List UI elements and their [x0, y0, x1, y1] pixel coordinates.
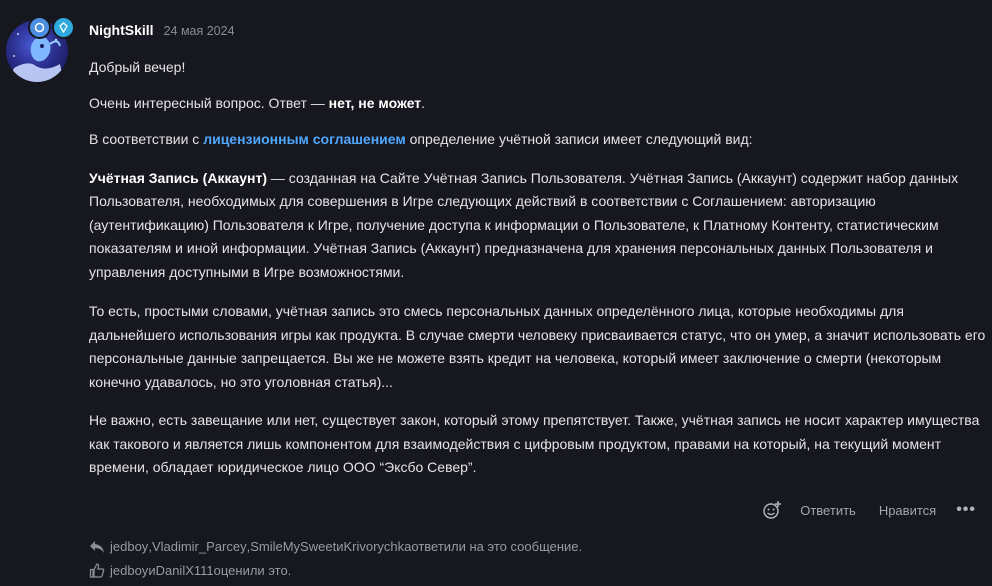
- separator: и: [336, 539, 344, 554]
- like-user[interactable]: DanilX111: [155, 563, 214, 578]
- separator: ,: [246, 539, 251, 554]
- definition-text: — созданная на Сайте Учётная Запись Пользователя. Учётная Запись (Аккаунт) содержит набор данных Пользователя, необходимых для совершения в Игре следующих действий в соответствии с Соглашением: авторизацию (аутентификацию) Пользователя к Игре, получение доступа к информации о Пользователе, к Платному Контенту, статистическим показателям и иной информации. Учётная Запись (Аккаунт) предназначена для хранения персональных данных Пользователя и управления доступными в Игре возможностями.: [89, 169, 959, 280]
- add-reaction-icon[interactable]: [762, 500, 782, 520]
- diamond-badge-icon[interactable]: [52, 16, 75, 39]
- like-user[interactable]: jedboy: [110, 563, 149, 578]
- post-date[interactable]: 24 мая 2024: [163, 24, 235, 38]
- likes-suffix: оценили это.: [213, 563, 292, 578]
- author-avatar[interactable]: [6, 16, 68, 84]
- replies-summary: [89, 539, 582, 554]
- paragraph-greeting: Добрый вечер!: [89, 59, 186, 75]
- reply-arrow-icon: [89, 540, 105, 554]
- reply-user[interactable]: Krivorychka: [343, 539, 412, 554]
- reply-user[interactable]: Vladimir_Parcey: [151, 539, 247, 554]
- answer-end: .: [421, 94, 426, 111]
- paragraph-answer: [89, 92, 989, 116]
- paragraph-definition: [89, 167, 989, 285]
- replies-suffix: ответили на это сообщение.: [411, 539, 583, 554]
- author-name[interactable]: NightSkill: [89, 22, 154, 38]
- post-header: [89, 22, 235, 38]
- thumbs-up-icon: [89, 563, 105, 578]
- more-options-button[interactable]: •••: [956, 501, 976, 518]
- agreement-start: В соответствии с: [89, 131, 204, 147]
- user-badges: [28, 16, 75, 39]
- separator: ,: [148, 539, 152, 554]
- license-agreement-link[interactable]: лицензионным соглашением: [203, 131, 406, 147]
- reply-button[interactable]: Ответить: [800, 502, 856, 518]
- post-body: [89, 56, 989, 494]
- answer-bold: нет, не может: [328, 94, 422, 111]
- agreement-end: определение учётной записи имеет следующий вид:: [405, 131, 753, 147]
- paragraph-conclusion: Не важно, есть завещание или нет, существует закон, который этому препятствует. Также, учётная запись не носит характер имущества как такового и является лишь компонентом для взаимодействия с цифровым продуктом, правами на который, на текущий момент времени, обладает юридическое лицо ООО “Эксбо Север”.: [89, 412, 980, 475]
- post-actions: [762, 500, 976, 520]
- separator: и: [148, 563, 156, 578]
- reply-user[interactable]: SmileMySweet: [250, 539, 337, 554]
- like-button[interactable]: Нравится: [878, 502, 937, 518]
- badge-icon[interactable]: [28, 16, 51, 39]
- paragraph-explanation: То есть, простыми словами, учётная запись это смесь персональных данных определённого лица, которые необходимы для дальнейшего использования игры как продукта. В случае смерти человеку присваивается статус, что он умер, а значит использовать его персональные данные запрещается. Вы же не можете взять кредит на человека, который имеет заключение о смерти (некоторым конечно удавалось, но это уголовная статья)...: [89, 303, 986, 390]
- answer-text: Очень интересный вопрос. Ответ —: [89, 94, 329, 111]
- reply-user[interactable]: jedboy: [110, 539, 149, 554]
- likes-summary: [89, 563, 291, 578]
- definition-term: Учётная Запись (Аккаунт): [89, 169, 268, 186]
- paragraph-agreement: [89, 128, 989, 152]
